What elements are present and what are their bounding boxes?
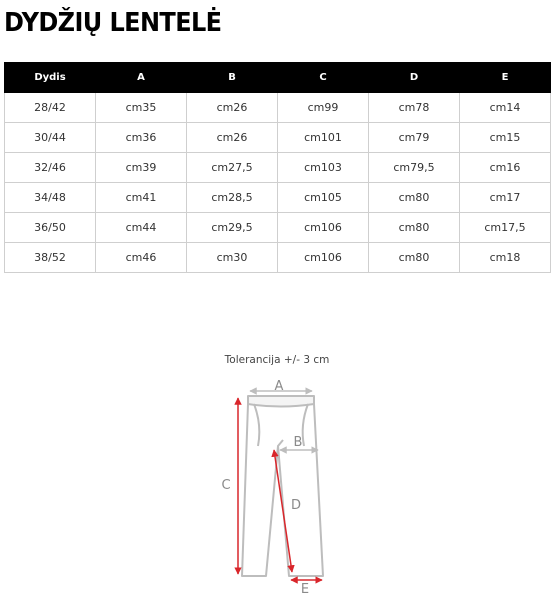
cell-size: 36/50 — [5, 213, 96, 243]
tolerance-note: Tolerancija +/- 3 cm — [224, 354, 330, 366]
header-e: E — [460, 63, 551, 93]
cell-d: cm80 — [369, 243, 460, 273]
measure-c-label: C — [221, 478, 231, 493]
cell-d: cm80 — [369, 183, 460, 213]
cell-b: cm26 — [187, 93, 278, 123]
cell-a: cm39 — [96, 153, 187, 183]
cell-a: cm46 — [96, 243, 187, 273]
cell-a: cm35 — [96, 93, 187, 123]
cell-c: cm106 — [278, 243, 369, 273]
cell-e: cm14 — [460, 93, 551, 123]
header-b: B — [187, 63, 278, 93]
header-d: D — [369, 63, 460, 93]
cell-a: cm36 — [96, 123, 187, 153]
measure-b-label: B — [293, 435, 303, 450]
cell-e: cm18 — [460, 243, 551, 273]
measure-d-line — [274, 450, 292, 572]
cell-a: cm44 — [96, 213, 187, 243]
cell-c: cm99 — [278, 93, 369, 123]
page-title: DYDŽIŲ LENTELĖ — [4, 7, 222, 38]
cell-e: cm16 — [460, 153, 551, 183]
cell-b: cm26 — [187, 123, 278, 153]
cell-size: 34/48 — [5, 183, 96, 213]
cell-c: cm106 — [278, 213, 369, 243]
cell-size: 32/46 — [5, 153, 96, 183]
cell-d: cm79 — [369, 123, 460, 153]
cell-d: cm78 — [369, 93, 460, 123]
cell-d: cm80 — [369, 213, 460, 243]
header-c: C — [278, 63, 369, 93]
header-size: Dydis — [5, 63, 96, 93]
cell-e: cm17,5 — [460, 213, 551, 243]
cell-a: cm41 — [96, 183, 187, 213]
header-a: A — [96, 63, 187, 93]
cell-b: cm30 — [187, 243, 278, 273]
measure-d-label: D — [290, 498, 302, 513]
cell-size: 28/42 — [5, 93, 96, 123]
cell-d: cm79,5 — [369, 153, 460, 183]
cell-c: cm105 — [278, 183, 369, 213]
cell-b: cm29,5 — [187, 213, 278, 243]
measure-a-label: A — [274, 379, 284, 394]
cell-e: cm15 — [460, 123, 551, 153]
cell-b: cm28,5 — [187, 183, 278, 213]
cell-c: cm103 — [278, 153, 369, 183]
pants-outline — [242, 396, 323, 576]
cell-size: 38/52 — [5, 243, 96, 273]
cell-size: 30/44 — [5, 123, 96, 153]
cell-b: cm27,5 — [187, 153, 278, 183]
cell-e: cm17 — [460, 183, 551, 213]
cell-c: cm101 — [278, 123, 369, 153]
measure-e-label: E — [300, 582, 310, 597]
